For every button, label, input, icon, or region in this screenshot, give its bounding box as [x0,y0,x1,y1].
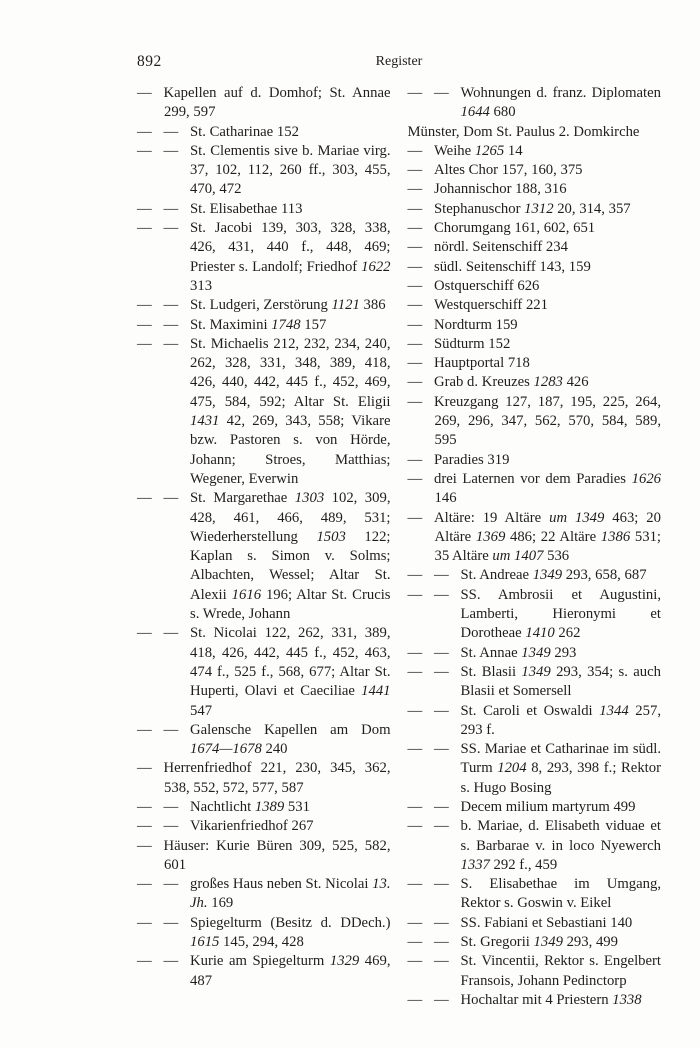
dash-marker: — [163,721,179,738]
entry-text: Kreuzgang 127, 187, 195, 225, 264, 269, 296, 347, 562, 570, 584, 589, 595 [434,393,661,449]
entry-text: Nachtlicht [190,798,255,815]
dash-marker: — [163,625,179,642]
dash-marker: — [407,876,423,893]
entry-text-italic: 1441 [361,683,391,700]
entry-text: St. Maximini [190,316,272,333]
entry-text: 293 [550,644,577,661]
entry-text-italic: 1616 [231,586,262,603]
entry-text-italic: 1410 [525,625,555,642]
dash-marker: — [137,837,152,854]
dash-marker: — [137,142,152,159]
index-entry [408,644,662,663]
index-entry [408,316,662,335]
entry-text-italic: 1349 [521,663,551,680]
dash-marker: — [407,316,423,333]
entry-text: Häuser: Kurie Büren 309, 525, 582, 601 [163,837,391,873]
entry-text: Ostquerschiff 626 [434,277,540,294]
index-entry [137,142,391,200]
index-entry [408,702,662,741]
entry-text: 293, 354; s. auch Blasii et Somersell [460,663,661,700]
entry-text: S. Elisabethae im Umgang, Rektor s. Goswin v. Eikel [460,876,661,912]
index-entry [408,566,662,585]
page-number: 892 [137,53,162,70]
dash-marker: — [434,663,449,680]
dash-marker: — [434,991,449,1008]
entry-text: 196; Altar St. Crucis s. Wrede, Johann [190,586,391,623]
entry-text: 102, 309, 428, 461, 466, 489, 531; Wiederherstellung [190,490,391,545]
entry-text-italic: 1431 [190,413,220,430]
entry-text-italic: 1283 [533,374,563,391]
entry-text-italic: 13. Jh. [190,876,391,912]
index-entry [137,335,391,489]
dash-marker: — [407,798,423,815]
index-entry [408,258,662,277]
dash-marker: — [137,798,152,815]
entry-text: Decem milium martyrum 499 [460,798,636,815]
dash-marker: — [407,297,423,314]
entry-text: St. Michaelis 212, 232, 234, 240, 262, 328, 331, 348, 389, 418, 426, 440, 442, 445 f., 452, 469, 475, 584, 592; Altar St. Eligii [190,335,391,410]
dash-marker: — [407,355,423,372]
entry-text: südl. Seitenschiff 143, 159 [434,258,591,275]
dash-marker: — [434,818,449,835]
index-entry [408,798,662,817]
entry-text-italic: 1338 [612,991,642,1008]
entry-text: Südturm 152 [434,335,511,352]
entry-text: Grab d. Kreuzes [434,374,534,391]
index-entry [137,200,391,219]
entry-text-italic: 1626 [631,470,661,487]
index-entry [408,161,662,180]
index-entry [408,123,662,142]
entry-text: 486; 22 Altäre [505,528,601,545]
dash-marker: — [407,509,423,526]
index-entry [408,991,662,1010]
entry-text: 169 [207,895,234,912]
dash-marker: — [137,876,152,893]
entry-text-italic: 1748 [271,316,301,333]
dash-marker: — [163,953,179,970]
entry-text: St. Nicolai 122, 262, 331, 389, 418, 426, 442, 445 f., 452, 463, 474 f., 525 f., 568, 677; Altar St. Huperti, Olavi et Caeciliae [190,625,391,700]
entry-text: St. Catharinae 152 [190,123,299,140]
dash-marker: — [137,316,152,333]
entry-text: St. Ludgeri, Zerstörung [190,297,332,314]
entry-text-italic: um 1349 [549,509,605,526]
entry-text: Altes Chor 157, 160, 375 [434,162,583,179]
index-entry [137,721,391,760]
entry-text: Weihe [434,142,475,159]
entry-text: St. Elisabethae 113 [190,200,303,217]
dash-marker: — [434,644,449,661]
entry-text: 313 [190,277,213,294]
index-entry [137,817,391,836]
dash-marker: — [434,741,449,758]
entry-text: 293, 499 [562,934,618,951]
entry-text: St. Annae [460,644,522,661]
entry-text: St. Caroli et Oswaldi [460,702,600,719]
index-entry [137,952,391,991]
index-entry [137,296,391,315]
entry-text: Westquerschiff 221 [434,297,548,314]
index-entry [137,624,391,720]
dash-marker: — [407,162,423,179]
dash-marker: — [407,335,423,352]
dash-marker: — [434,798,449,815]
entry-text: 8, 293, 398 f.; Rektor s. Hugo Bosing [460,760,661,796]
entry-text: 145, 294, 428 [219,934,304,951]
index-entry [408,663,662,702]
entry-text: Vikarienfriedhof 267 [190,818,314,835]
dash-marker: — [407,914,423,931]
index-entry [137,219,391,296]
index-entry [408,142,662,161]
entry-text: St. Andreae [460,567,533,584]
entry-text-italic: 1303 [294,490,325,507]
dash-marker: — [137,760,152,777]
entry-text: Nordturm 159 [434,316,518,333]
entry-text: 42, 269, 343, 558; Vikare bzw. Pastoren s. von Hörde, Johann; Stroes, Matthias; Wegener, Everwin [190,413,391,487]
dash-marker: — [163,798,179,815]
entry-text: St. Jacobi 139, 303, 328, 338, 426, 431, 440 f., 448, 469; Priester s. Landolf; Friedhof [190,220,391,275]
index-columns [137,84,661,1010]
entry-text: 262 [554,625,581,642]
dash-marker: — [407,239,423,256]
dash-marker: — [434,586,449,603]
dash-marker: — [163,818,179,835]
entry-text: 257, 293 f. [460,702,662,738]
entry-text-italic: 1369 [475,528,506,545]
entry-text-italic: 1503 [316,528,346,545]
dash-marker: — [434,876,449,893]
dash-marker: — [163,335,179,352]
entry-text-italic: 1674—1678 [190,741,262,758]
index-entry [408,219,662,238]
index-entry [408,84,662,123]
left-column [137,84,391,1010]
index-entry [408,296,662,315]
index-entry [408,393,662,451]
dash-marker: — [163,200,179,217]
dash-marker: — [407,220,423,237]
entry-text-italic: 1615 [190,934,220,951]
index-entry [408,180,662,199]
entry-text-italic: um 1407 [492,548,544,565]
dash-marker: — [434,567,449,584]
dash-marker: — [163,316,179,333]
index-entry [408,914,662,933]
entry-text-italic: 1121 [331,297,360,314]
dash-marker: — [407,258,423,275]
running-header: Register [375,54,423,69]
entry-text: 386 [359,297,386,314]
index-entry [137,123,391,142]
right-column [408,84,662,1010]
entry-text: Wohnungen d. franz. Diplomaten [460,85,661,101]
index-entry [137,84,391,123]
entry-text: SS. Fabiani et Sebastiani 140 [460,914,633,931]
entry-text: Münster, Dom St. Paulus 2. Domkirche [407,123,640,140]
entry-text: Herrenfriedhof 221, 230, 345, 362, 538, 552, 572, 577, 587 [163,760,391,796]
dash-marker: — [407,702,423,719]
dash-marker: — [163,914,179,931]
dash-marker: — [407,85,423,101]
entry-text: Stephanuschor [434,200,525,217]
page-header [137,53,661,73]
dash-marker: — [434,934,449,951]
entry-text-italic: 1344 [599,702,629,719]
entry-text: Spiegelturm (Besitz d. DDech.) [190,914,391,931]
dash-marker: — [407,374,423,391]
entry-text: 531; 35 Altäre [434,528,661,565]
dash-marker: — [434,914,449,931]
entry-text: 157 [300,316,327,333]
entry-text: Hauptportal 718 [434,355,530,372]
index-entry [137,759,391,798]
index-entry [408,875,662,914]
entry-text: 469, 487 [190,953,391,989]
index-entry [137,875,391,914]
dash-marker: — [407,644,423,661]
entry-text: St. Blasii [460,663,522,680]
entry-text: Kapellen auf d. Domhof; St. Annae 299, 597 [163,85,391,121]
dash-marker: — [137,818,152,835]
entry-text-italic: 1389 [254,798,285,815]
dash-marker: — [407,586,423,603]
entry-text: 426 [562,374,589,391]
entry-text: SS. Mariae et Catharinae im südl. Turm [460,741,661,777]
dash-marker: — [137,297,152,314]
index-entry [408,470,662,509]
index-entry [408,277,662,296]
entry-text: Chorumgang 161, 602, 651 [434,220,596,237]
index-entry [408,586,662,644]
entry-text: großes Haus neben St. Nicolai [190,876,373,893]
entry-text: 14 [504,142,523,159]
dash-marker: — [407,200,423,217]
index-entry [408,373,662,392]
entry-text: Galensche Kapellen am Dom [190,721,391,738]
entry-text-italic: 1349 [533,934,563,951]
entry-text: St. Margarethae [190,490,295,507]
dash-marker: — [137,490,152,507]
dash-marker: — [407,953,423,970]
entry-text: 122; Kaplan s. Simon v. Solms; Albachten, Wessel; Altar St. Alexii [190,528,391,603]
index-entry [137,316,391,335]
entry-text: Altäre: 19 Altäre [434,509,550,526]
entry-text: Paradies 319 [434,451,510,468]
dash-marker: — [163,297,179,314]
index-entry [408,354,662,373]
index-entry [137,837,391,876]
dash-marker: — [137,85,152,101]
entry-text: b. Mariae, d. Elisabeth viduae et s. Barbarae v. in loco Nyewerch [460,818,661,854]
entry-text: SS. Ambrosii et Augustini, Lamberti, Hieronymi et Dorotheae [460,586,661,642]
entry-text: 531 [284,798,310,815]
index-entry [408,740,662,798]
entry-text-italic: 1337 [460,856,490,873]
dash-marker: — [407,470,423,487]
entry-text: St. Clementis sive b. Mariae virg. 37, 102, 112, 260 ff., 303, 455, 470, 472 [190,142,391,198]
dash-marker: — [407,818,423,835]
index-entry [408,933,662,952]
entry-text: 20, 314, 357 [553,200,631,217]
entry-text-italic: 1622 [361,258,391,275]
dash-marker: — [137,953,152,970]
dash-marker: — [407,567,423,584]
entry-text-italic: 1204 [497,760,527,777]
entry-text: 293, 658, 687 [562,567,647,584]
entry-text: 536 [543,548,570,565]
entry-text-italic: 1265 [474,142,505,159]
index-entry [137,914,391,953]
index-entry [408,817,662,875]
entry-text: St. Vincentii, Rektor s. Engelbert Fransois, Johann Pedinctorp [460,953,661,989]
entry-text: Johannischor 188, 316 [434,181,567,198]
entry-text-italic: 1349 [532,567,563,584]
entry-text: drei Laternen vor dem Paradies [434,470,632,487]
dash-marker: — [407,181,423,198]
entry-text: 292 f., 459 [489,856,558,873]
entry-text: nördl. Seitenschiff 234 [434,239,568,256]
entry-text-italic: 1386 [600,528,631,545]
dash-marker: — [137,123,152,140]
dash-marker: — [434,953,449,970]
index-entry [137,798,391,817]
dash-marker: — [137,200,152,217]
index-entry [137,489,391,624]
dash-marker: — [163,142,179,159]
index-entry [408,335,662,354]
dash-marker: — [163,490,179,507]
entry-text-italic: 1644 [460,104,490,121]
dash-marker: — [407,991,423,1008]
index-entry [408,451,662,470]
dash-marker: — [163,876,179,893]
entry-text: 547 [190,702,213,719]
entry-text-italic: 1349 [521,644,551,661]
entry-text-italic: 1329 [329,953,360,970]
index-entry [408,238,662,257]
dash-marker: — [137,721,152,738]
dash-marker: — [407,663,423,680]
dash-marker: — [137,335,152,352]
entry-text: 240 [261,741,288,758]
index-entry [408,509,662,567]
dash-marker: — [137,220,152,237]
dash-marker: — [407,393,423,410]
dash-marker: — [434,85,449,101]
dash-marker: — [407,277,423,294]
entry-text: 146 [434,490,457,507]
dash-marker: — [407,934,423,951]
entry-text: St. Gregorii [460,934,534,951]
entry-text-italic: 1312 [524,200,554,217]
dash-marker: — [163,220,179,237]
dash-marker: — [407,741,423,758]
entry-text: Hochaltar mit 4 Priestern [460,991,613,1008]
entry-text: 463; 20 Altäre [434,509,661,545]
entry-text: 680 [489,104,516,121]
dash-marker: — [163,123,179,140]
dash-marker: — [407,142,423,159]
entry-text: Kurie am Spiegelturm [190,953,330,970]
dash-marker: — [434,702,449,719]
dash-marker: — [407,451,423,468]
index-entry [408,952,662,991]
index-entry [408,200,662,219]
dash-marker: — [137,625,152,642]
dash-marker: — [137,914,152,931]
